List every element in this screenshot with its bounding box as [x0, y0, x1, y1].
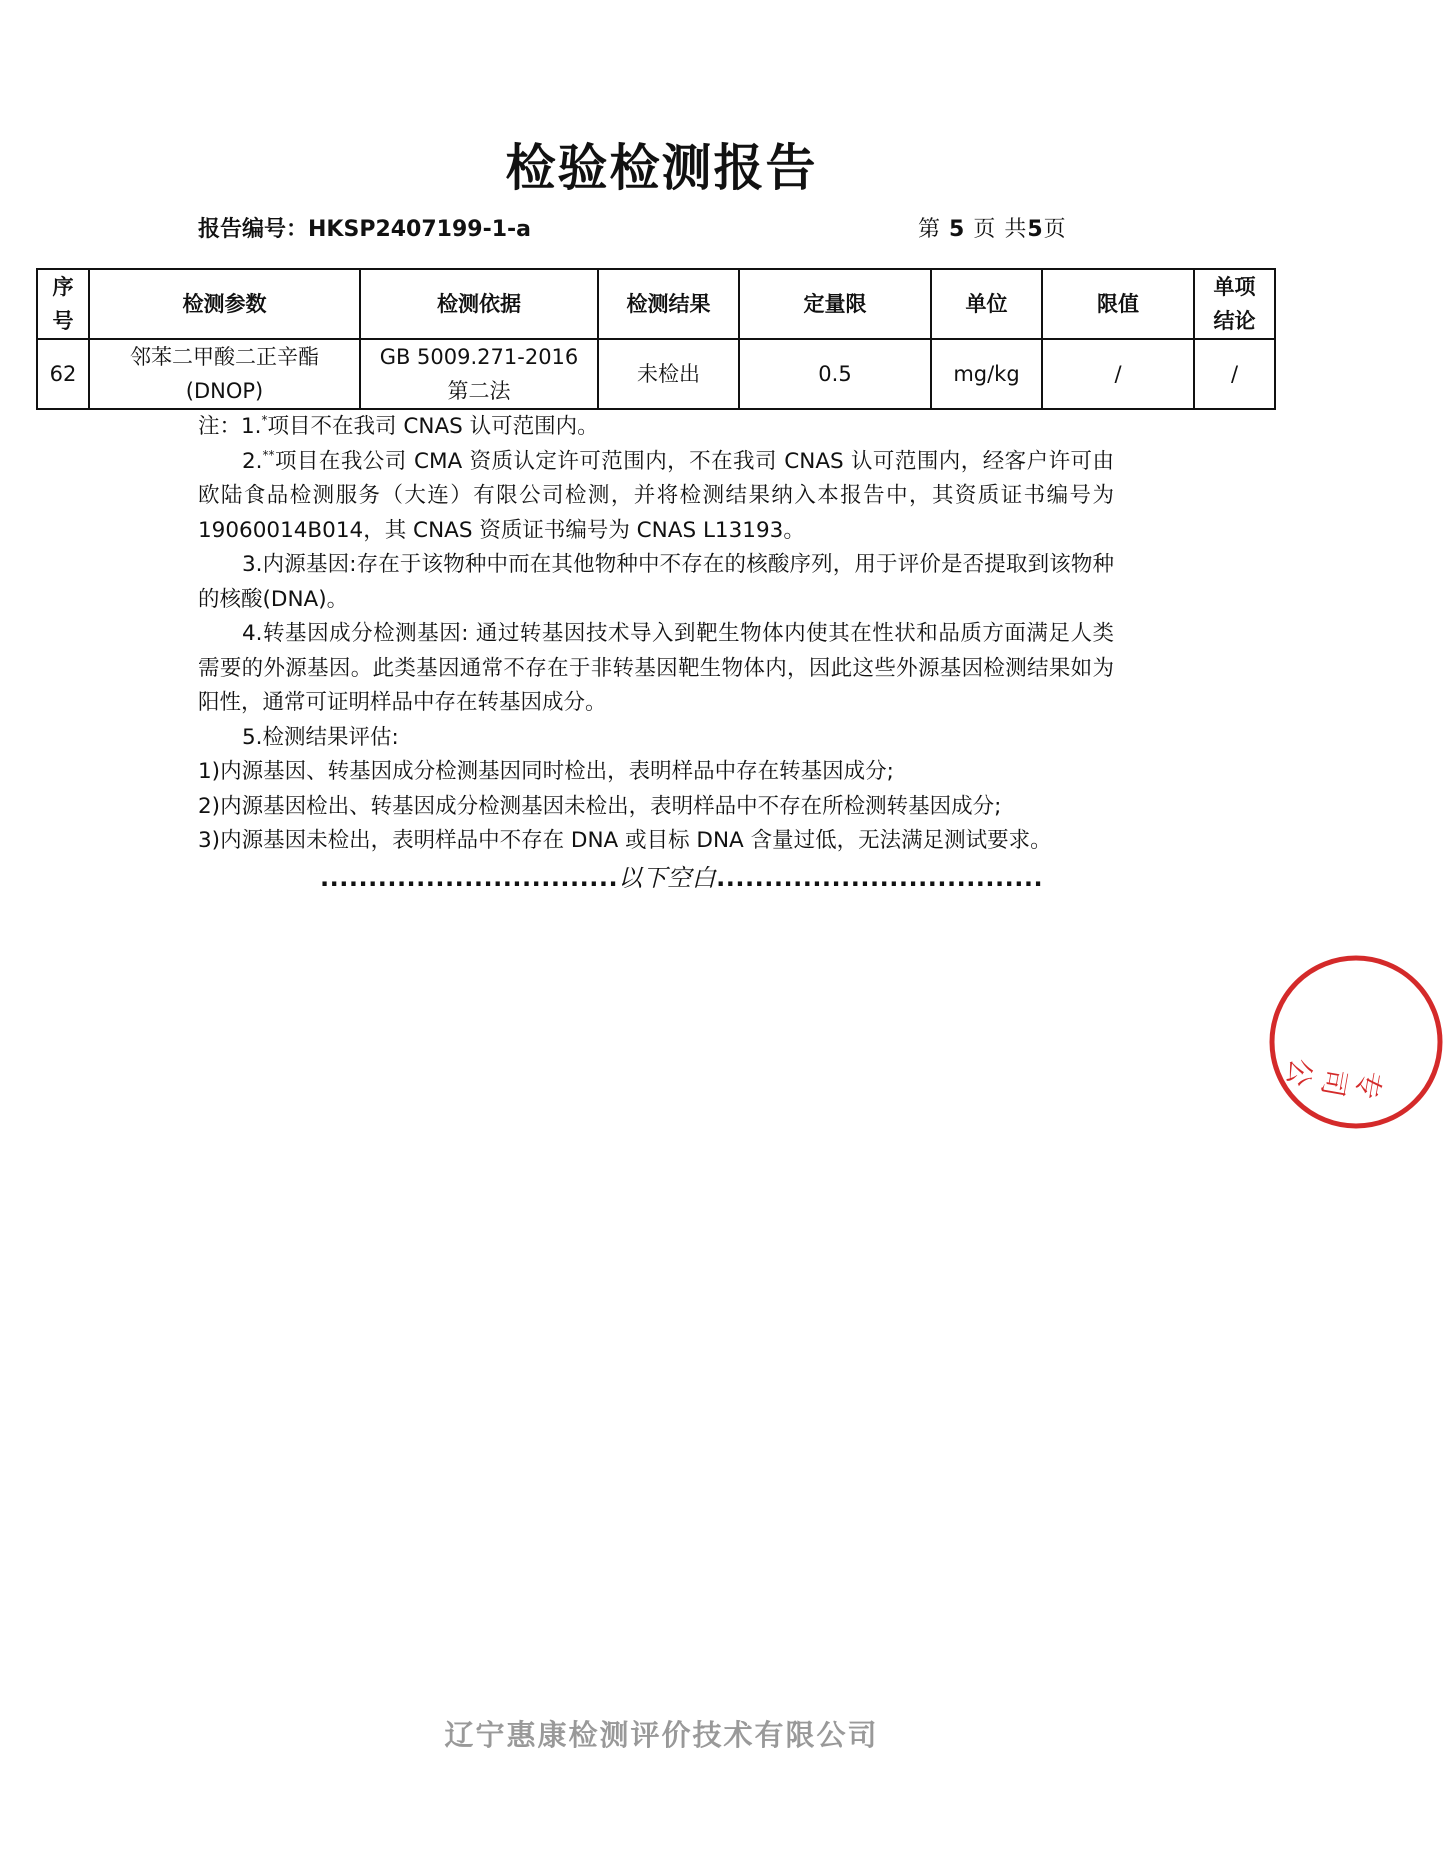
svg-text:公: 公 — [1280, 1055, 1319, 1090]
header-limit: 限值 — [1042, 269, 1194, 339]
report-title: 检验检测报告 — [505, 139, 818, 197]
page-total: 5 — [1027, 217, 1044, 242]
report-number-label: 报告编号： — [198, 217, 309, 242]
company-footer: 辽宁惠康检测评价技术有限公司 — [444, 1718, 879, 1752]
cell-loq: 0.5 — [739, 339, 931, 409]
svg-text:专: 专 — [1349, 1068, 1387, 1102]
cell-result: 未检出 — [598, 339, 739, 409]
page-mid: 页 共 — [973, 217, 1028, 242]
note-4: 4.转基因成分检测基因: 通过转基因技术导入到靶生物体内使其在性状和品质方面满足人类需要的外源基因。此类基因通常不存在于非转基因靶生物体内，因此这些外源基因检测结果如为阳性，通常可证明样品中存在转基因成分。 — [198, 621, 1114, 715]
header-basis: 检测依据 — [360, 269, 598, 339]
table-row — [37, 339, 1275, 409]
report-number-value: HKSP2407199-1-a — [308, 217, 532, 242]
table-header-row — [37, 269, 1275, 339]
note-5: 5.检测结果评估: — [242, 724, 399, 750]
cell-unit: mg/kg — [931, 339, 1042, 409]
page-current: 5 — [949, 217, 966, 242]
note-3: 3.内源基因:存在于该物种中而在其他物种中不存在的核酸序列，用于评价是否提取到该物种的核酸(DNA)。 — [198, 552, 1114, 612]
cell-param: 邻苯二甲酸二正辛酯 (DNOP) — [89, 339, 360, 409]
report-number — [198, 212, 531, 243]
company-seal-icon — [1266, 952, 1446, 1132]
evaluation-1: 1)内源基因、转基因成分检测基因同时检出，表明样品中存在转基因成分; — [198, 759, 894, 784]
svg-text:司: 司 — [1315, 1066, 1353, 1100]
header-result: 检测结果 — [598, 269, 739, 339]
notes-section — [198, 410, 1114, 859]
cell-basis: GB 5009.271-2016 第二法 — [360, 339, 598, 409]
dots-left: ............................... — [320, 864, 619, 892]
header-param: 检测参数 — [89, 269, 360, 339]
blank-below-marker — [320, 858, 1043, 893]
blank-text: 以下空白 — [618, 864, 717, 892]
cell-limit: / — [1042, 339, 1194, 409]
header-loq: 定量限 — [739, 269, 931, 339]
note-2: 2.**项目在我公司 CMA 资质认定许可范围内，不在我司 CNAS 认可范围内，经客户许可由欧陆食品检测服务（大连）有限公司检测，并将检测结果纳入本报告中，其资质证书编号为 19060014B014，其 CNAS 资质证书编号为 CNAS L13193。 — [198, 447, 1114, 543]
header-no: 序 号 — [37, 269, 89, 339]
evaluation-2: 2)内源基因检出、转基因成分检测基因未检出，表明样品中不存在所检测转基因成分; — [198, 793, 1002, 819]
header-unit: 单位 — [931, 269, 1042, 339]
cell-conclusion: / — [1194, 339, 1275, 409]
header-conclusion: 单项 结论 — [1194, 269, 1275, 339]
page-indicator — [918, 212, 1067, 243]
page-prefix: 第 — [918, 217, 942, 242]
page-suffix: 页 — [1043, 217, 1067, 242]
results-table — [36, 268, 1276, 410]
note-1: 注：1.*项目不在我司 CNAS 认可范围内。 — [198, 413, 599, 439]
evaluation-3: 3)内源基因未检出，表明样品中不存在 DNA 或目标 DNA 含量过低，无法满足测试要求。 — [198, 828, 1052, 853]
dots-right: .................................. — [716, 864, 1044, 892]
cell-no: 62 — [37, 339, 89, 409]
